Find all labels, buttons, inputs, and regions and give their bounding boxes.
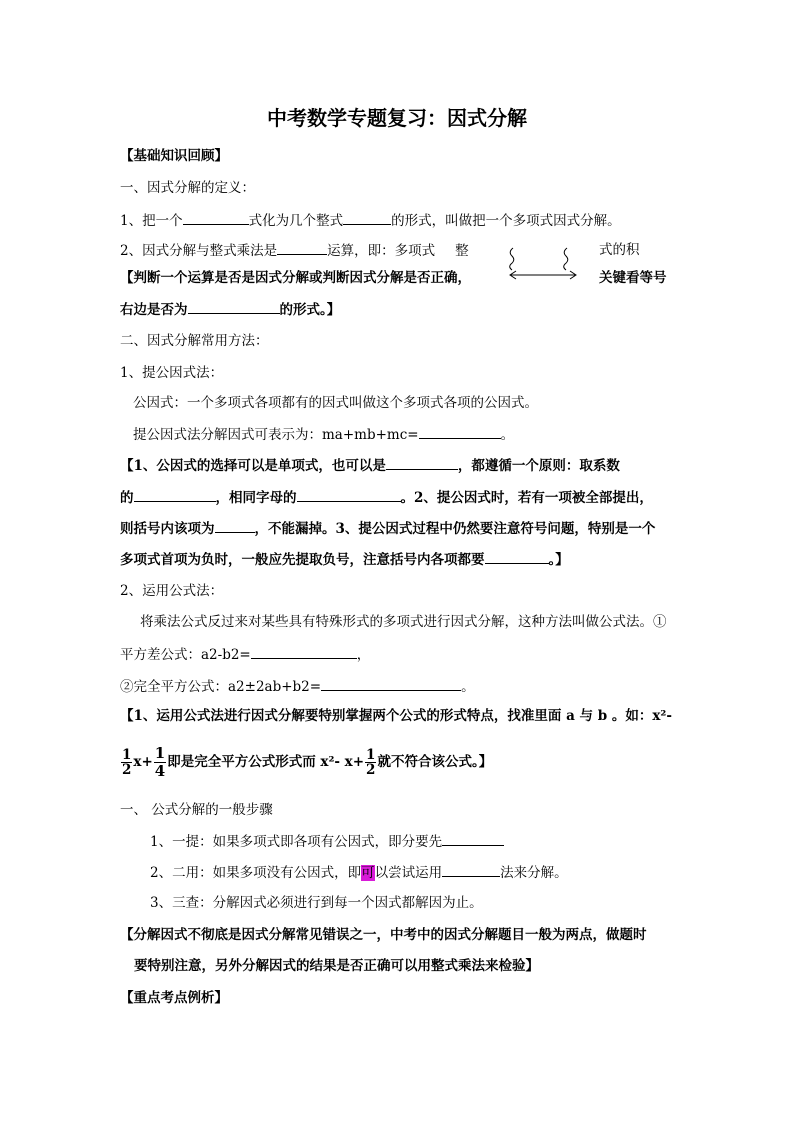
blank — [183, 210, 249, 225]
text: ， — [356, 647, 371, 663]
difference-of-squares — [120, 644, 370, 665]
blank — [215, 518, 255, 533]
definition-line-1 — [120, 210, 621, 231]
text: 就不符合该公式。】 — [377, 754, 493, 770]
blank — [277, 240, 327, 255]
section-basic-review: 【基础知识回顾】 — [120, 148, 228, 164]
denominator: 2 — [366, 762, 376, 778]
method-1-definition: 公因式：一个多项式各项都有的因式叫做这个多项式各项的公因式。 — [133, 395, 538, 411]
numerator: 1 — [122, 747, 132, 763]
fraction-one-half — [121, 748, 132, 777]
text: 的 — [120, 490, 134, 506]
judgement-note-line-1: 【判断一个运算是否是因式分解或判断因式分解是否正确， — [120, 270, 471, 286]
blank — [485, 549, 549, 564]
fraction-one-quarter — [154, 745, 166, 780]
text: 整 — [455, 243, 469, 259]
text: 右边是否为 — [120, 302, 188, 318]
text: 1、把一个 — [120, 213, 183, 229]
text: 1、一提：如果多项式即各项有公因式，即分要先 — [150, 834, 443, 850]
methods-heading: 二、因式分解常用方法： — [120, 333, 269, 349]
text: x+ — [133, 754, 153, 770]
note-1-line-2 — [120, 487, 653, 508]
text: 提公因式法分解因式可表示为：ma+mb+mc= — [133, 427, 419, 443]
page-title: 中考数学专题复习：因式分解 — [267, 106, 527, 130]
text: 2、二用：如果多项没有公因式，即 — [150, 865, 362, 881]
text: 【1、公因式的选择可以是单项式，也可以是 — [120, 458, 386, 474]
text: 运算，即：多项式 — [327, 243, 436, 259]
note-2-line-1: 【1、运用公式法进行因式分解要特别掌握两个公式的形式特点，找准里面 a 与 b 。如：x²- — [120, 708, 672, 724]
blank — [188, 299, 280, 314]
text: 即是完全平方公式形式而 x²- x+ — [167, 754, 365, 770]
note-1-line-4 — [120, 549, 569, 570]
text: 2、因式分解与整式乘法是 — [120, 243, 278, 259]
definition-line-2 — [120, 240, 469, 261]
text: 多项式首项为负时，一般应先提取负号，注意括号内各项都要 — [120, 552, 485, 568]
text: ②完全平方公式：a2±2ab+b2= — [120, 679, 322, 695]
numerator: 1 — [366, 747, 376, 763]
text: 则括号内该项为 — [120, 521, 215, 537]
note-1-line-1 — [120, 455, 620, 476]
steps-heading: 一、 公式分解的一般步骤 — [120, 802, 273, 818]
text: 的形式，叫做把一个多项式因式分解。 — [391, 213, 621, 229]
perfect-square — [120, 676, 475, 697]
step-3: 3、三查：分解因式必须进行到每一个因式都解因为止。 — [150, 895, 483, 911]
denominator: 2 — [122, 762, 132, 778]
text: 以尝试运用 — [374, 865, 443, 881]
blank — [134, 487, 216, 502]
text: 。2、提公因式时，若有一项被全部提出， — [400, 490, 653, 506]
judgement-note-line-2 — [120, 299, 340, 320]
blank — [419, 424, 501, 439]
denominator: 4 — [154, 762, 166, 780]
method-1-expression — [133, 424, 514, 445]
text: 法来分解。 — [500, 865, 568, 881]
two-way-arrow-icon — [505, 246, 581, 282]
note-3-line-1: 【分解因式不彻底是因式分解常见错误之一，中考中的因式分解题目一般为两点，做题时 — [120, 927, 647, 943]
note-2-line-2 — [120, 742, 492, 782]
blank — [386, 455, 458, 470]
fraction-one-half — [365, 748, 376, 777]
text: 。】 — [548, 552, 569, 568]
text: ，不能漏掉。3、提公因式过程中仍然要注意符号问题，特别是一个 — [254, 521, 656, 537]
blank — [297, 487, 401, 502]
blank — [251, 644, 357, 659]
text: 。 — [500, 427, 515, 443]
definition-heading: 一、因式分解的定义： — [120, 180, 255, 196]
text: ，都遵循一个原则：取系数 — [457, 458, 620, 474]
blank — [321, 676, 461, 691]
judgement-note-line-1-right: 关键看等号 — [599, 270, 667, 286]
text: 平方差公式：a2-b2= — [120, 647, 251, 663]
text: 式化为几个整式 — [248, 213, 344, 229]
blank — [343, 210, 391, 225]
text: ，相同字母的 — [215, 490, 297, 506]
text: 的形式。】 — [279, 302, 341, 318]
step-2 — [150, 862, 568, 883]
blank — [442, 862, 500, 877]
numerator: 1 — [154, 744, 166, 762]
method-2-definition: 将乘法公式反过来对某些具有特殊形式的多项式进行因式分解，这种方法叫做公式法。① — [140, 614, 667, 630]
note-1-line-3 — [120, 518, 655, 539]
method-2-heading: 2、运用公式法： — [120, 583, 224, 599]
blank — [442, 831, 504, 846]
definition-line-2-right: 式的积 — [599, 242, 640, 258]
section-key-examples: 【重点考点例析】 — [120, 990, 228, 1006]
text: 。 — [461, 679, 475, 695]
note-3-line-2: 要特别注意，另外分解因式的结果是否正确可以用整式乘法来检验】 — [134, 958, 539, 974]
highlighted-text: 可 — [361, 865, 375, 881]
step-1 — [150, 831, 504, 852]
method-1-heading: 1、提公因式法： — [120, 365, 224, 381]
